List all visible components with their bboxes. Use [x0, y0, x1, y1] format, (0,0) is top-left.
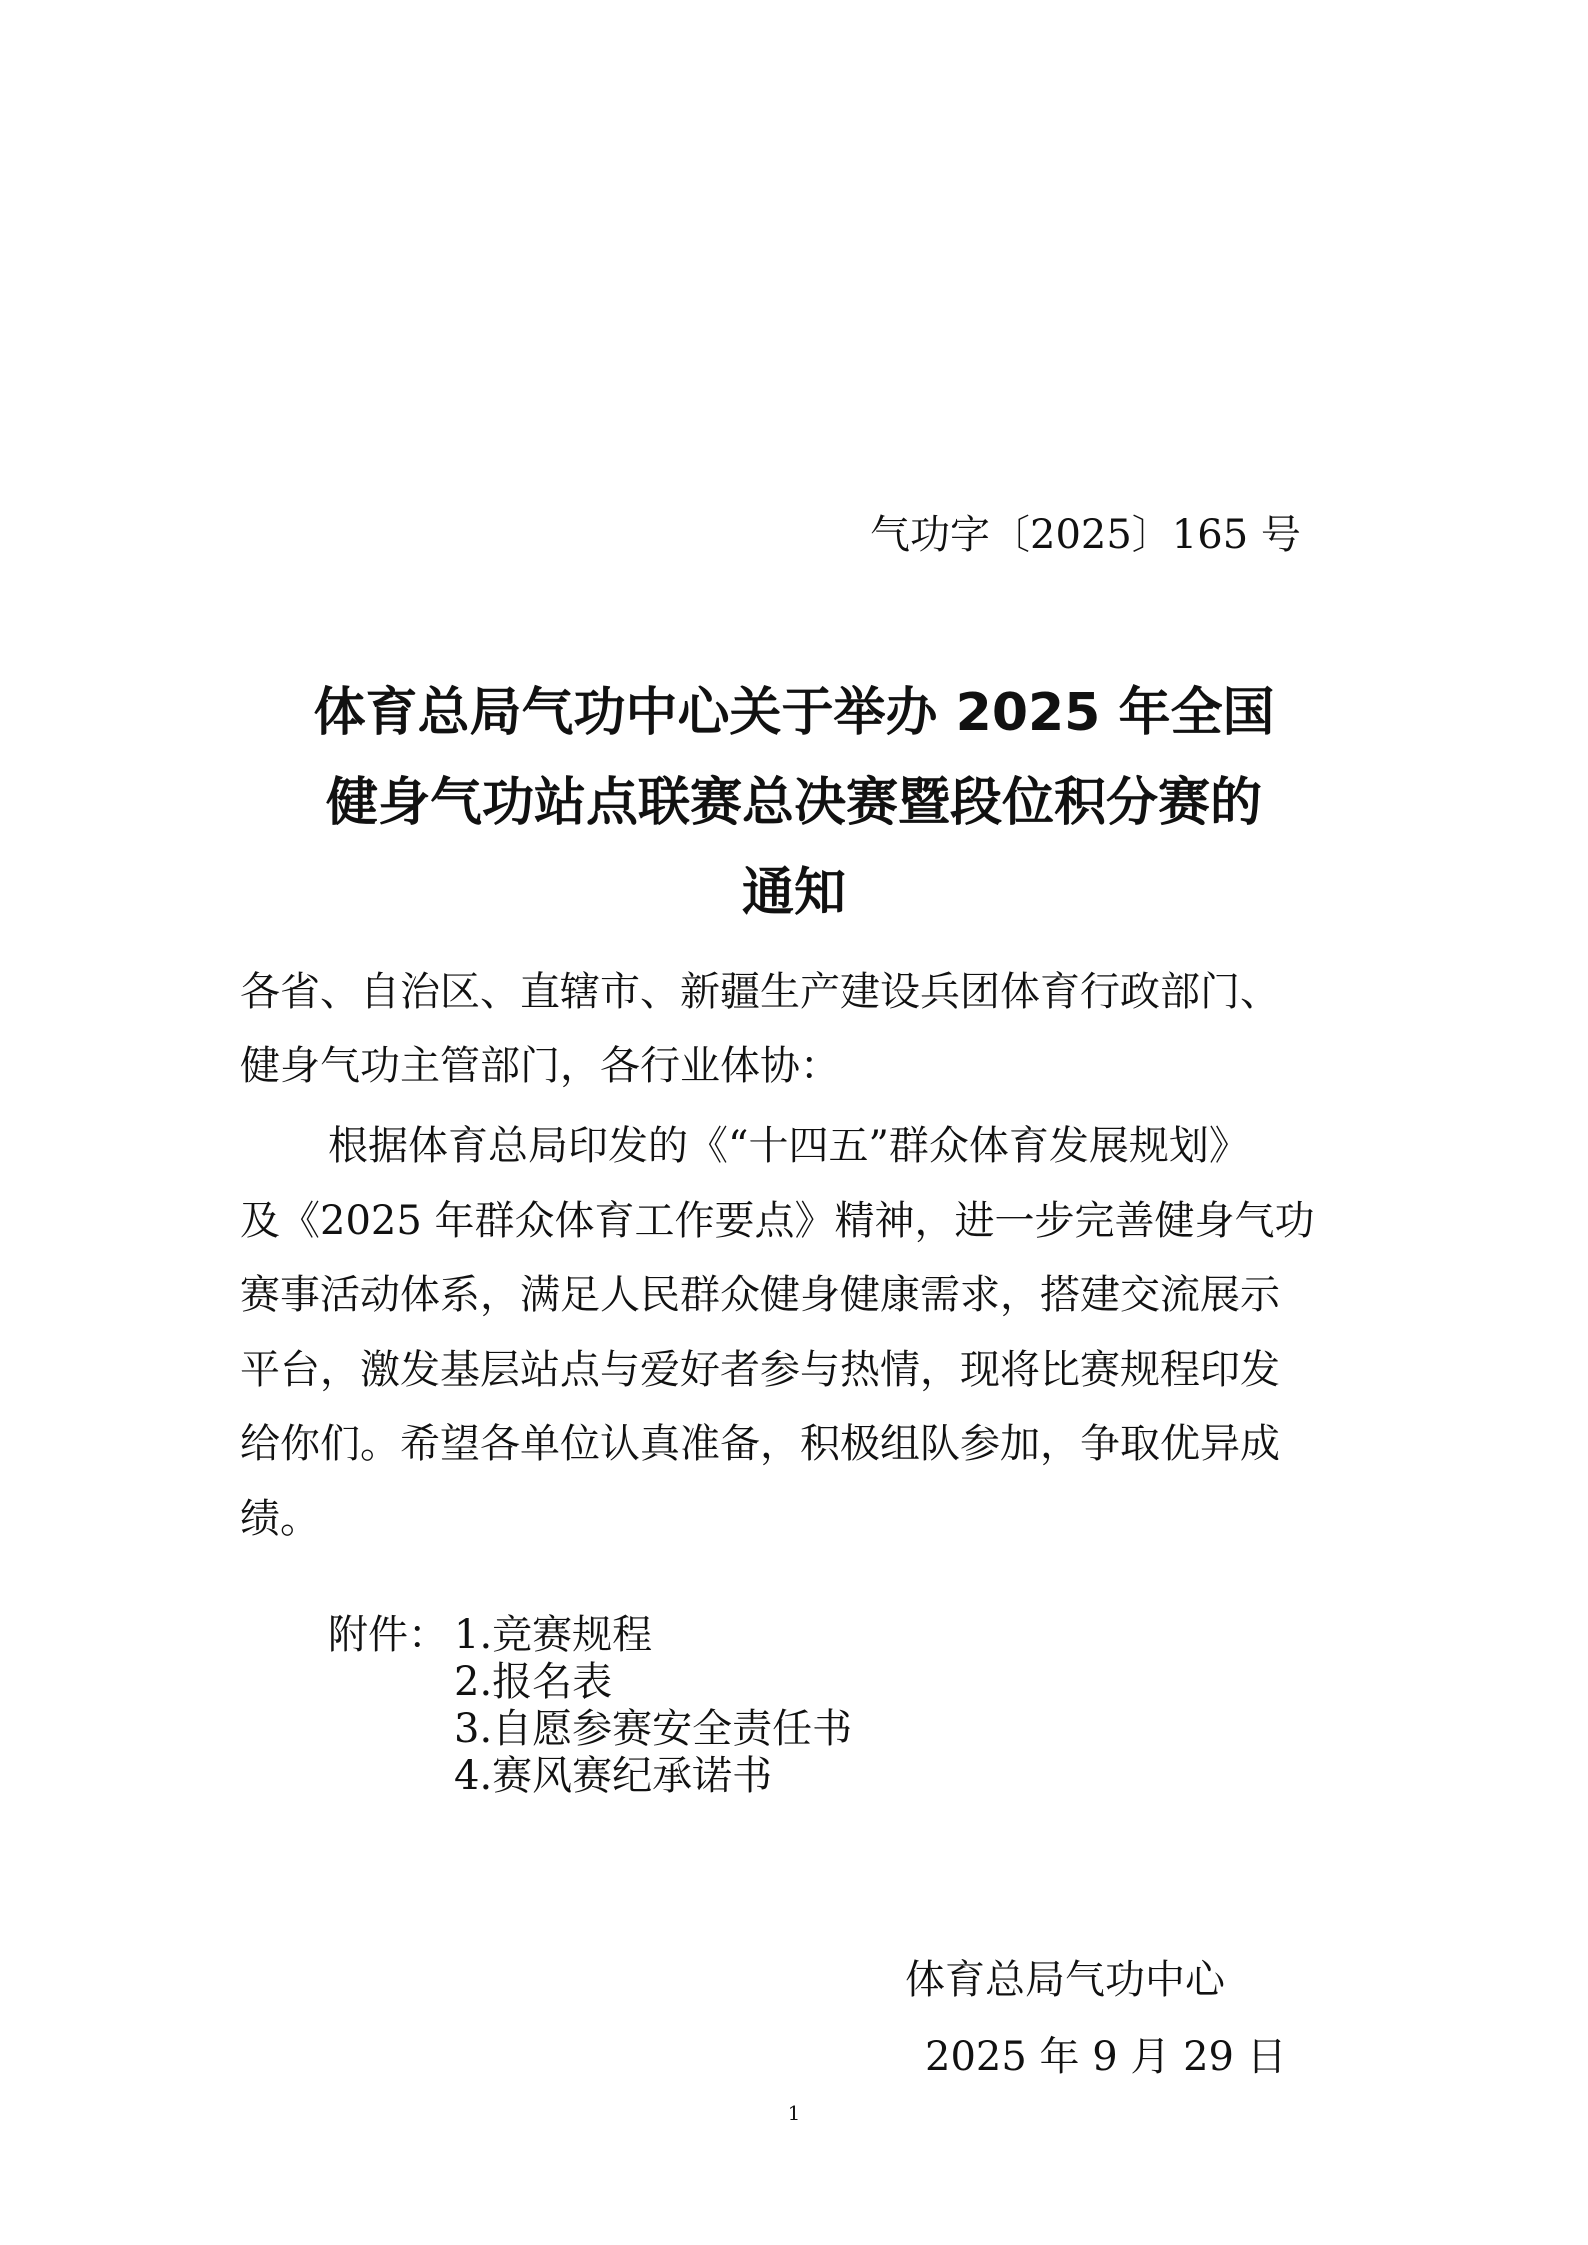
page-number: 1 — [787, 2101, 801, 2125]
attachment-row — [328, 1706, 852, 1753]
attachment-item: 3.自愿参赛安全责任书 — [454, 1706, 853, 1752]
title-line: 通知 — [741, 863, 846, 923]
document-number: 气功字〔2025〕165 号 — [870, 512, 1301, 558]
attachments-label-spacer — [328, 1659, 454, 1706]
attachments-label-spacer — [328, 1753, 454, 1800]
body-line: 根据体育总局印发的《“十四五”群众体育发展规划》 — [328, 1123, 1249, 1169]
attachments-label: 附件： — [328, 1612, 448, 1658]
body-line: 赛事活动体系，满足人民群众健身健康需求，搭建交流展示 — [240, 1272, 1280, 1318]
body-line: 平台，激发基层站点与爱好者参与热情，现将比赛规程印发 — [240, 1346, 1280, 1393]
document-title — [200, 668, 1388, 938]
salutation-line: 健身气功主管部门，各行业体协： — [240, 1043, 840, 1089]
salutation-line: 各省、自治区、直辖市、新疆生产建设兵团体育行政部门、 — [240, 969, 1280, 1015]
body-line: 给你们。希望各单位认真准备，积极组队参加，争取优异成 — [240, 1421, 1280, 1467]
title-line: 健身气功站点联赛总决赛暨段位积分赛的 — [325, 773, 1262, 833]
attachment-row — [328, 1612, 852, 1659]
salutation — [240, 955, 1280, 1103]
attachments-label-spacer — [328, 1706, 454, 1753]
attachment-row — [328, 1753, 852, 1800]
attachments-list — [328, 1612, 852, 1800]
title-line: 体育总局气功中心关于举办 2025 年全国 — [313, 683, 1275, 743]
attachment-item: 1.竞赛规程 — [454, 1612, 653, 1658]
attachment-row — [328, 1659, 852, 1706]
body-line: 绩。 — [240, 1495, 320, 1542]
body-paragraph — [240, 1109, 1360, 1556]
issuer-signature: 体育总局气功中心 — [905, 1957, 1225, 2003]
issue-date: 2025 年 9 月 29 日 — [925, 2034, 1287, 2080]
attachment-item: 2.报名表 — [454, 1659, 613, 1705]
body-line: 及《2025 年群众体育工作要点》精神，进一步完善健身气功 — [240, 1197, 1315, 1244]
attachment-item: 4.赛风赛纪承诺书 — [454, 1753, 773, 1799]
